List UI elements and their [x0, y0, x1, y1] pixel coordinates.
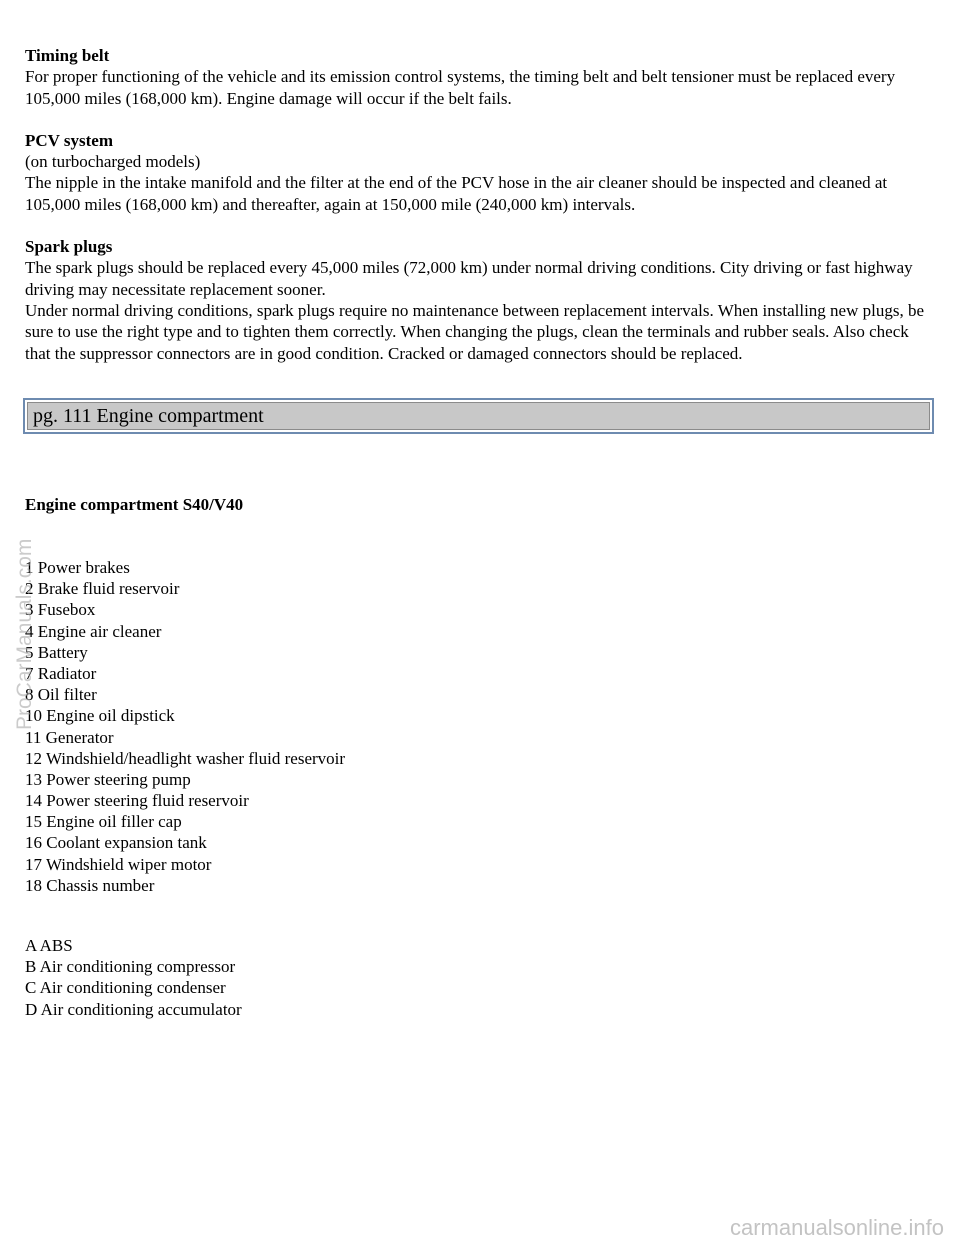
list-item: 16 Coolant expansion tank [25, 833, 207, 853]
list-item: 8 Oil filter [25, 685, 97, 705]
watermark-vertical: ProCarManuals.com [13, 538, 36, 730]
list-item: 1 Power brakes [25, 558, 130, 577]
page-header-title: pg. 111 Engine compartment [27, 402, 930, 430]
numbered-component-list [25, 557, 625, 896]
list-item: 4 Engine air cleaner [25, 621, 162, 641]
list-item: 14 Power steering fluid reservoir [25, 791, 249, 811]
section-paragraph: Under normal driving conditions, spark plugs require no maintenance between replacement intervals. When installing new plugs, be sure to use the right type and to tighten them correctly. When changing the plugs, clean the terminals and rubber seals. Also check that the suppressor connectors are in good condition. Cracked or damaged connectors should be replaced. [25, 300, 925, 363]
section-paragraph: The spark plugs should be replaced every 45,000 miles (72,000 km) under normal driving conditions. City driving or fast highway driving may necessitate replacement sooner. [25, 258, 913, 299]
watermark-footer: carmanualsonline.info [729, 1214, 944, 1240]
list-item: 5 Battery [25, 642, 88, 662]
list-item: 10 Engine oil dipstick [25, 706, 175, 726]
list-item: 3 Fusebox [25, 600, 96, 620]
section-paragraph: For proper functioning of the vehicle and its emission control systems, the timing belt and belt tensioner must be replaced every 105,000 miles (168,000 km). Engine damage will occur if the belt fails. [25, 67, 896, 108]
list-item: 17 Windshield wiper motor [25, 854, 212, 874]
section-paragraph: (on turbocharged models) [25, 152, 201, 172]
section-heading: PCV system [25, 130, 113, 150]
section-timing-belt [25, 45, 935, 109]
list-item: C Air conditioning condenser [25, 978, 226, 998]
list-item: 12 Windshield/headlight washer fluid reservoir [25, 748, 346, 768]
subsection-title: Engine compartment S40/V40 [25, 495, 244, 514]
section-spark-plugs [25, 236, 935, 364]
list-item: 2 Brake fluid reservoir [25, 579, 180, 599]
lettered-component-list [25, 935, 625, 1020]
list-item: B Air conditioning compressor [25, 957, 236, 977]
section-pcv-system [25, 130, 935, 215]
section-heading: Spark plugs [25, 237, 113, 257]
list-item: 13 Power steering pump [25, 769, 191, 789]
page-header-bar [23, 398, 934, 434]
list-item: 15 Engine oil filler cap [25, 812, 182, 832]
maintenance-text [25, 45, 935, 385]
section-paragraph: The nipple in the intake manifold and the filter at the end of the PCV hose in the air cleaner should be inspected and cleaned at 105,000 miles (168,000 km) and thereafter, again at 150,000 mile (240,000 km) intervals. [25, 173, 888, 214]
list-item: D Air conditioning accumulator [25, 999, 242, 1019]
section-heading: Timing belt [25, 46, 110, 65]
list-item: 18 Chassis number [25, 875, 155, 895]
list-item: 7 Radiator [25, 663, 97, 683]
list-item: A ABS [25, 936, 73, 955]
list-item: 11 Generator [25, 727, 114, 747]
